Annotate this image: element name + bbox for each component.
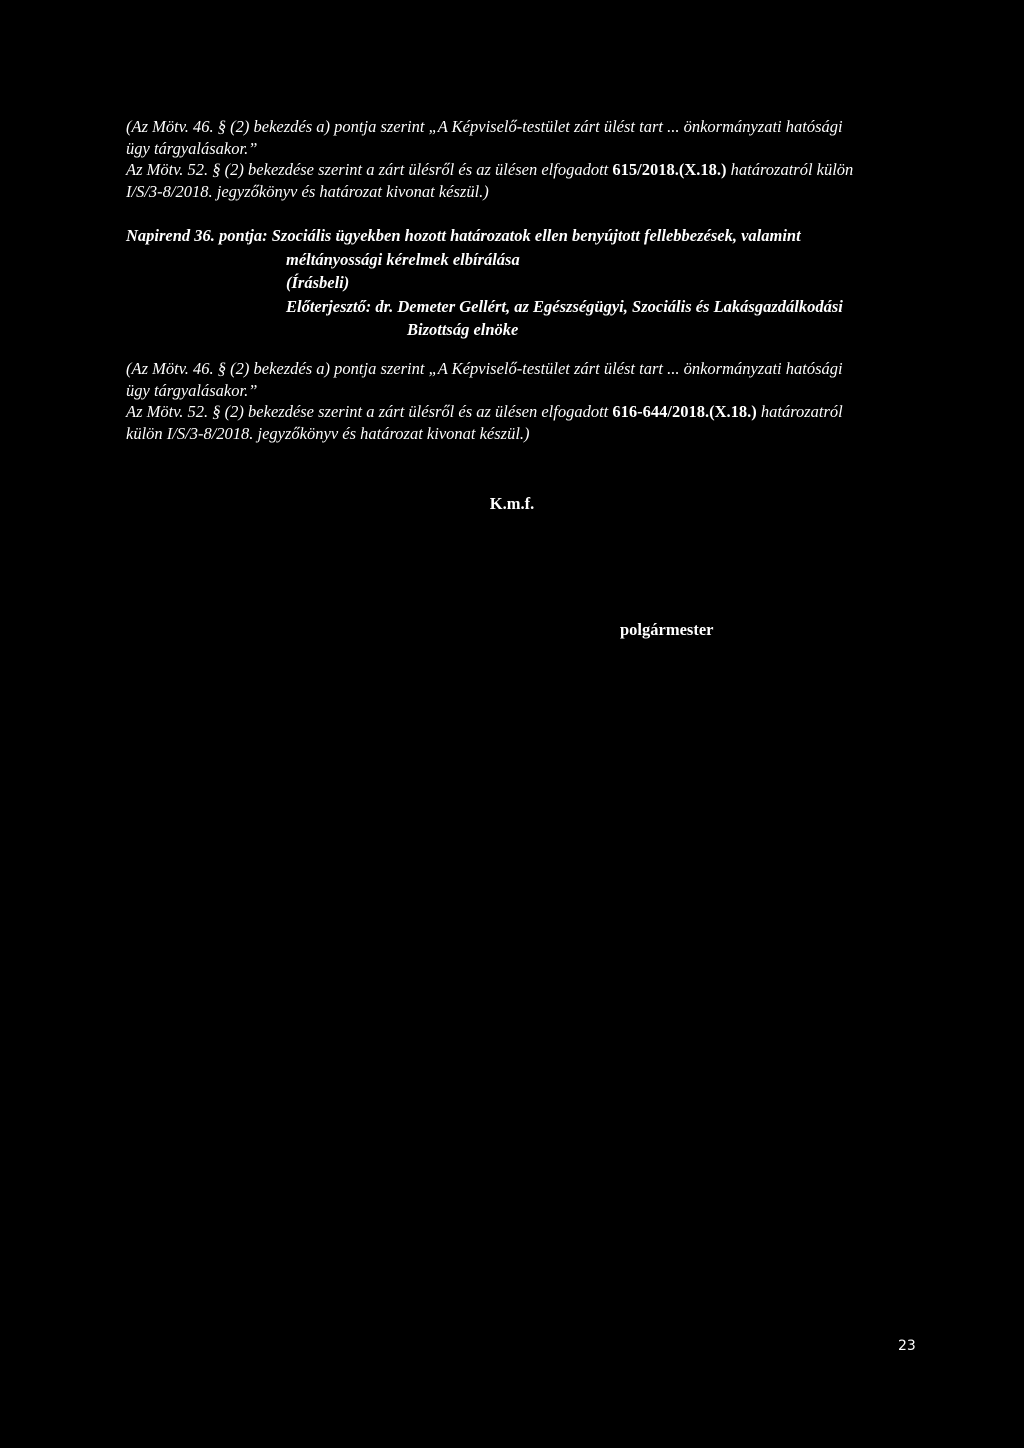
signature-title: polgármester: [620, 620, 714, 639]
resolution-note-2: [126, 358, 971, 444]
note-1-resolution-number: 615/2018.(X.18.): [612, 160, 727, 179]
note-2-line-2: ügy tárgyalásakor.”: [126, 380, 258, 400]
note-1-line-4: I/S/3-8/2018. jegyzőkönyv és határozat kivonat készül.): [126, 181, 489, 201]
agenda-presenter-role: Bizottság elnöke: [407, 320, 519, 339]
agenda-presenter: Előterjesztő: dr. Demeter Gellért, az Egészségügyi, Szociális és Lakásgazdálkodási: [286, 296, 843, 316]
agenda-item-36: [126, 224, 843, 342]
page-number: 23: [898, 1338, 916, 1354]
kmf-mark: K.m.f.: [489, 494, 535, 513]
note-1-line-3: [126, 159, 971, 181]
agenda-title-line-2: méltányossági kérelmek elbírálása: [286, 249, 520, 269]
note-2-line-4: külön I/S/3-8/2018. jegyzőkönyv és határozat kivonat készül.): [126, 423, 530, 443]
note-2-line-1: (Az Mötv. 46. § (2) bekezdés a) pontja szerint „A Képviselő-testület zárt ülést tart ... önkormányzati hatósági: [126, 359, 843, 378]
note-1-line-3-post: határozatról külön: [726, 160, 854, 179]
agenda-title-line-1: Napirend 36. pontja: Szociális ügyekben hozott határozatok ellen benyújtott fellebbezések, valamint: [126, 226, 801, 245]
note-2-resolution-number: 616-644/2018.(X.18.): [612, 402, 757, 421]
resolution-note-1: [126, 116, 971, 202]
note-1-line-1: (Az Mötv. 46. § (2) bekezdés a) pontja szerint „A Képviselő-testület zárt ülést tart ... önkormányzati hatósági: [126, 117, 843, 136]
note-1-line-2: ügy tárgyalásakor.”: [126, 138, 258, 158]
note-2-line-3-post: határozatról: [756, 402, 843, 421]
note-1-line-3-pre: Az Mötv. 52. § (2) bekezdése szerint a zárt ülésről és az ülésen elfogadott: [126, 160, 613, 179]
note-2-line-3: [126, 401, 971, 423]
agenda-format: (Írásbeli): [286, 273, 350, 292]
note-2-line-3-pre: Az Mötv. 52. § (2) bekezdése szerint a zárt ülésről és az ülésen elfogadott: [126, 402, 613, 421]
